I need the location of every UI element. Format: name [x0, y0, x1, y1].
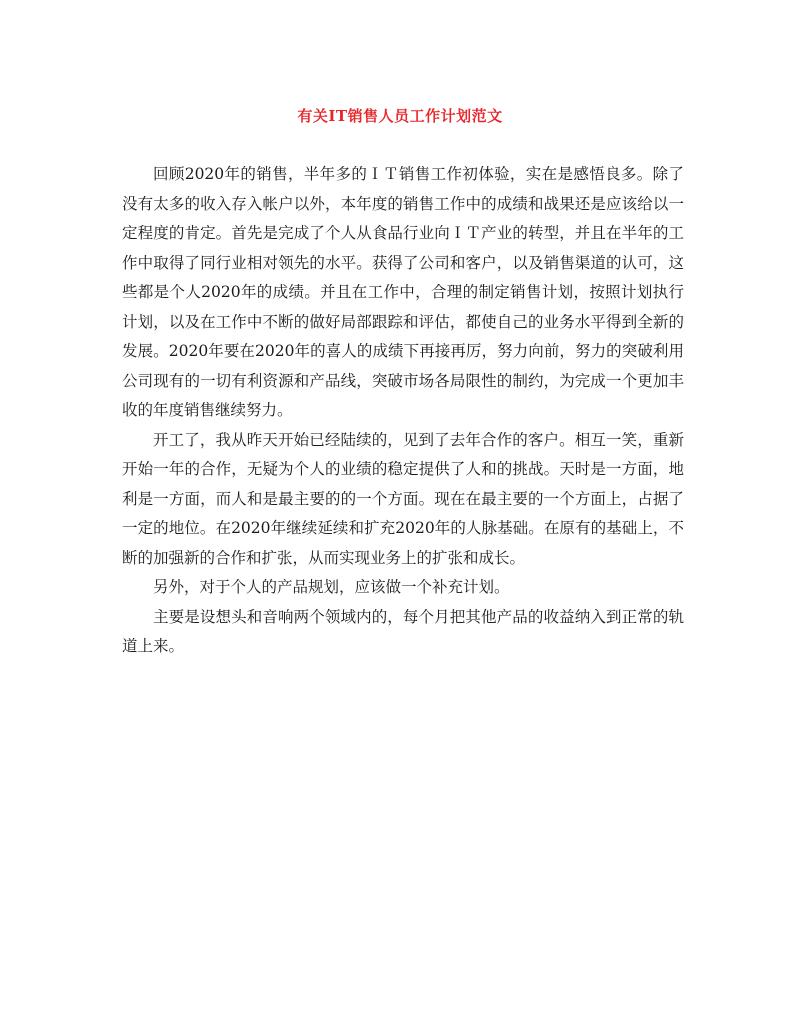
document-body [122, 160, 684, 662]
paragraph-3: 另外，对于个人的产品规划，应该做一个补充计划。 [153, 578, 510, 596]
paragraph-2: 开工了，我从昨天开始已经陆续的，见到了去年合作的客户。相互一笑，重新开始一年的合作，无疑为个人的业绩的稳定提供了人和的挑战。天时是一方面，地利是一方面，而人和是最主要的的一个方面。现在在最主要的一个方面上，占据了一定的地位。在2020年继续延续和扩充2020年的人脉基础。在原有的基础上，不断的加强新的合作和扩张，从而实现业务上的扩张和成长。 [122, 430, 684, 567]
document-title: 有关IT销售人员工作计划范文 [297, 107, 503, 125]
paragraph-1: 回顾2020年的销售，半年多的ＩＴ销售工作初体验，实在是感悟良多。除了没有太多的收入存入帐户以外，本年度的销售工作中的成绩和战果还是应该给以一定程度的肯定。首先是完成了个人从食品行业向ＩＴ产业的转型，并且在半年的工作中取得了同行业相对领先的水平。获得了公司和客户，以及销售渠道的认可，这些都是个人2020年的成绩。并且在工作中，合理的制定销售计划，按照计划执行计划，以及在工作中不断的做好局部跟踪和评估，都使自己的业务水平得到全新的发展。2020年要在2020年的喜人的成绩下再接再厉，努力向前，努力的突破利用公司现有的一切有利资源和产品线，突破市场各局限性的制约，为完成一个更加丰收的年度销售继续努力。 [122, 165, 684, 419]
paragraph-4: 主要是设想头和音响两个领域内的，每个月把其他产品的收益纳入到正常的轨道上来。 [122, 607, 684, 655]
